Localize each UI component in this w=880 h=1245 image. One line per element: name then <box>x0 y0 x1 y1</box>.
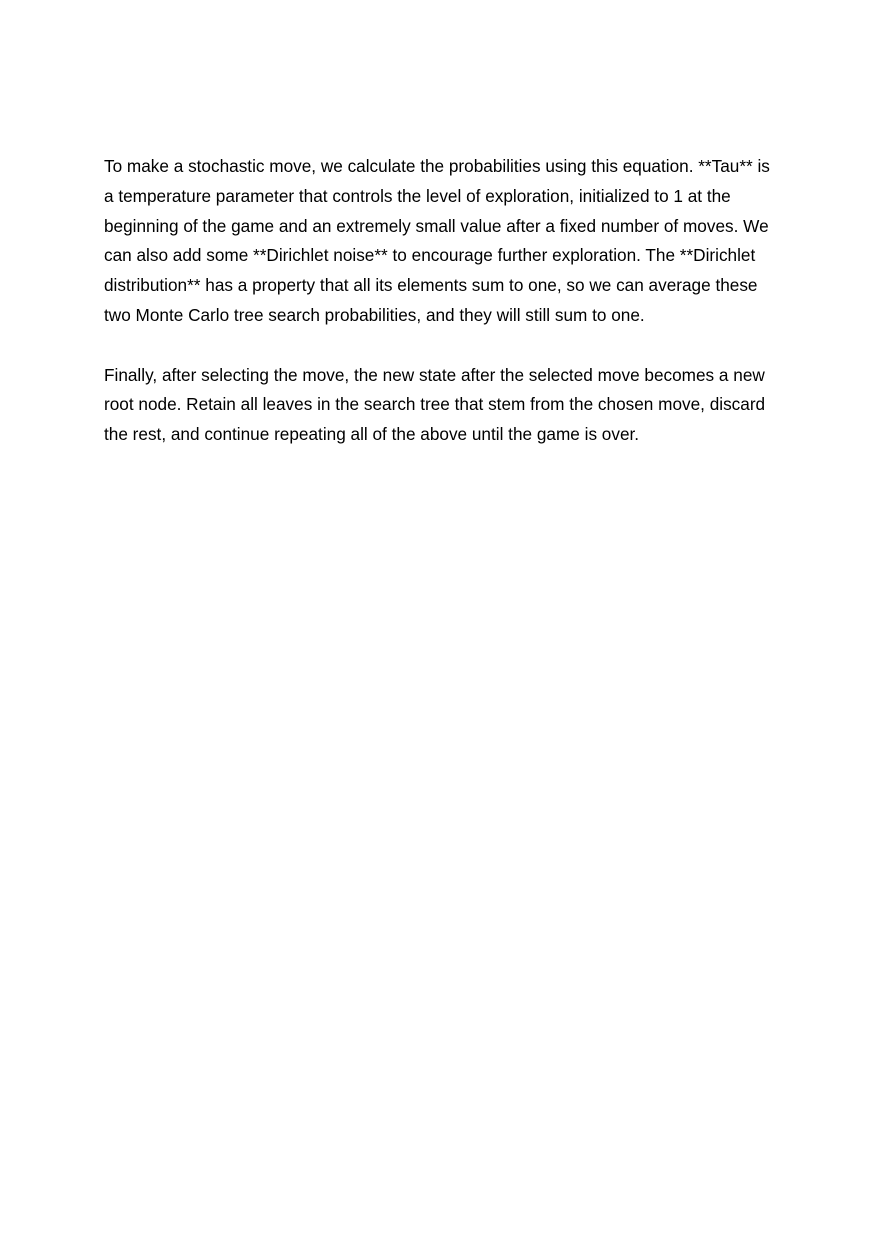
paragraph-stochastic-move: To make a stochastic move, we calculate the probabilities using this equation. **Tau** is a temperature parameter that controls the level of exploration, initialized to 1 at the beginning of the game and an extremely small value after a fixed number of moves. We can also add some **Dirichlet noise** to encourage further exploration. The **Dirichlet distribution** has a property that all its elements sum to one, so we can average these two Monte Carlo tree search probabilities, and they will still sum to one. <box>104 156 770 325</box>
document-body <box>104 152 780 450</box>
paragraph-root-node: Finally, after selecting the move, the new state after the selected move becomes a new root node. Retain all leaves in the search tree that stem from the chosen move, discard the rest, and continue repeating all of the above until the game is over. <box>104 364 766 445</box>
